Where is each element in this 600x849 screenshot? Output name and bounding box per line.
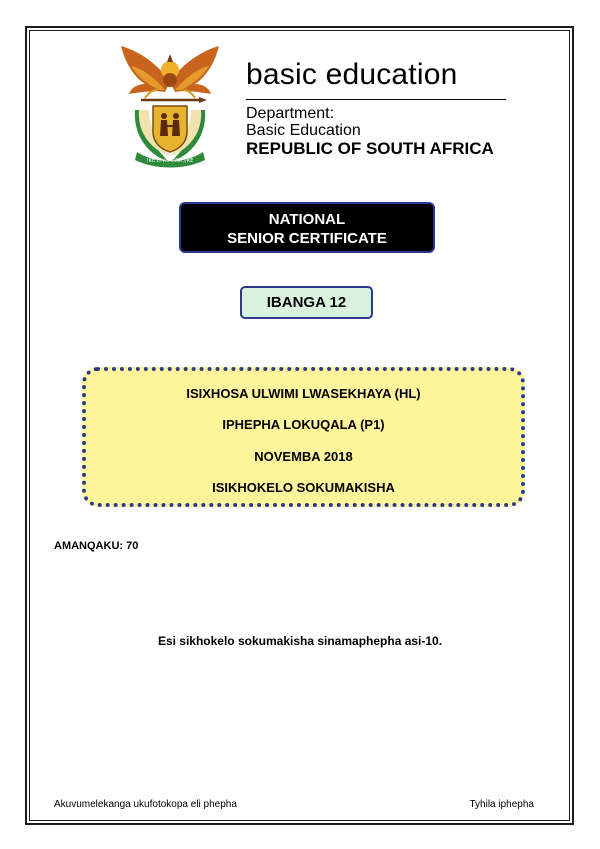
- turn-over-note: Tyhila iphepha: [469, 799, 534, 810]
- page-count-note: Esi sikhokelo sokumakisha sinamaphepha asi-10.: [157, 634, 443, 648]
- document-type: ISIKHOKELO SOKUMAKISHA: [212, 480, 395, 495]
- coat-of-arms-icon: [115, 40, 225, 168]
- exam-date: NOVEMBA 2018: [254, 449, 353, 464]
- certificate-banner: [179, 202, 435, 253]
- subject-title: ISIXHOSA ULWIMI LWASEKHAYA (HL): [186, 386, 421, 401]
- department-name: Basic Education: [246, 122, 361, 139]
- grade-badge: IBANGA 12: [240, 286, 373, 319]
- certificate-line-1: NATIONAL: [268, 211, 346, 228]
- brand-title: basic education: [246, 58, 458, 91]
- certificate-line-2: SENIOR CERTIFICATE: [227, 230, 387, 247]
- paper-number: IPHEPHA LOKUQALA (P1): [222, 417, 385, 432]
- country-name: REPUBLIC OF SOUTH AFRICA: [246, 139, 494, 158]
- paper-info-box: [82, 367, 525, 507]
- copyright-notice: Akuvumelekanga ukufotokopa eli phepha: [54, 799, 237, 810]
- total-marks: AMANQAKU: 70: [54, 540, 139, 552]
- brand-rule: [246, 99, 506, 100]
- crest-motto: !KE E: /XARRA //KE: [146, 158, 194, 164]
- department-label: Department:: [246, 105, 335, 122]
